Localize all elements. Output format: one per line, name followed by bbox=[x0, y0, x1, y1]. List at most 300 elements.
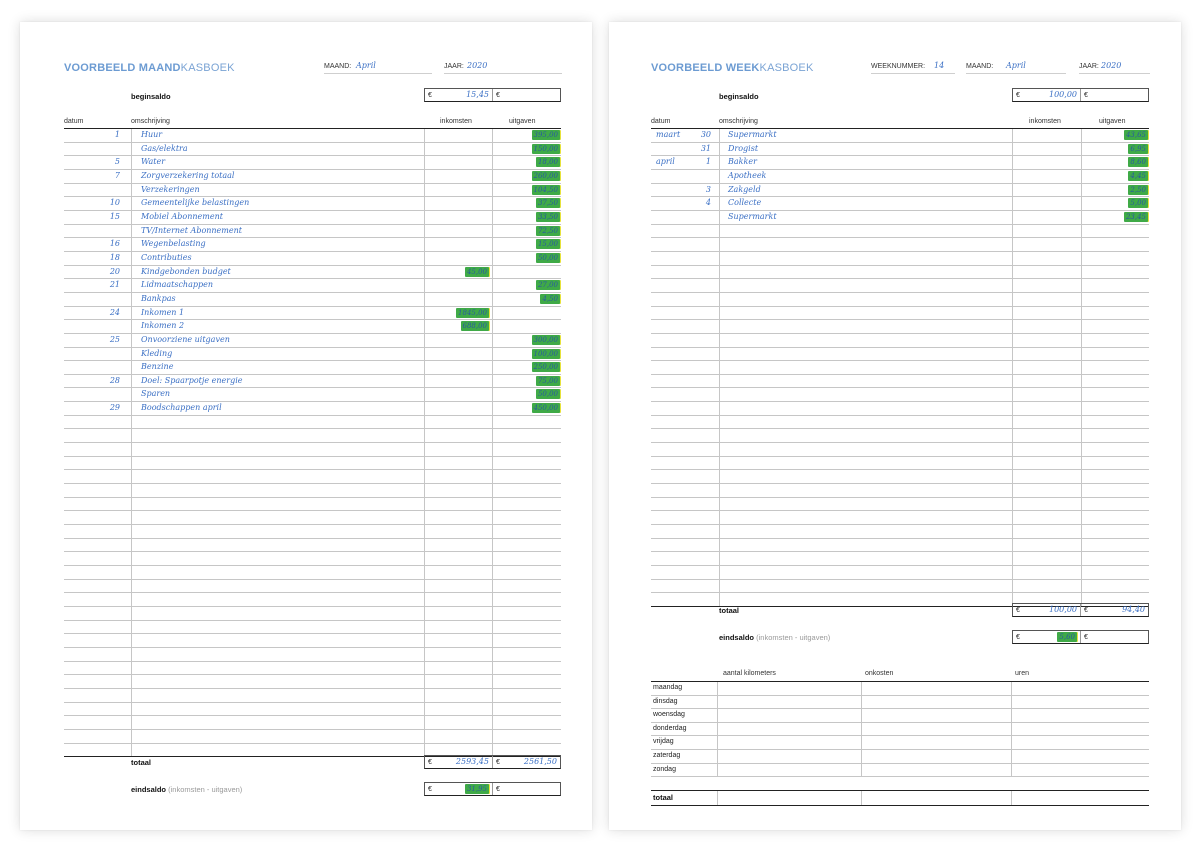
row-uitgaven[interactable]: 50,00 bbox=[537, 390, 558, 399]
table-row[interactable] bbox=[651, 184, 1149, 198]
table-row[interactable] bbox=[64, 511, 561, 525]
table-row[interactable] bbox=[64, 225, 561, 239]
row-uitgaven-cell[interactable] bbox=[492, 280, 561, 290]
table-row[interactable] bbox=[651, 238, 1149, 252]
year-underline bbox=[444, 73, 562, 74]
table-row[interactable] bbox=[651, 566, 1149, 580]
table-row[interactable] bbox=[651, 170, 1149, 184]
month-value[interactable]: April bbox=[356, 61, 376, 70]
table-row[interactable] bbox=[64, 457, 561, 471]
beginsaldo-value[interactable]: 15,45 bbox=[466, 90, 489, 99]
row-uitgaven[interactable]: 33,50 bbox=[537, 212, 558, 221]
beginsaldo-label: beginsaldo bbox=[719, 92, 759, 101]
eindsaldo-box bbox=[424, 782, 561, 796]
table-row[interactable] bbox=[64, 470, 561, 484]
grid-line bbox=[492, 498, 493, 511]
table-row[interactable] bbox=[651, 525, 1149, 539]
col-datum: datum bbox=[64, 118, 84, 125]
row-description[interactable]: Water bbox=[141, 157, 166, 167]
table-row[interactable] bbox=[651, 334, 1149, 348]
km-col-header: aantal kilometers bbox=[723, 670, 776, 677]
grid-line bbox=[719, 580, 720, 593]
year-label: JAAR: bbox=[444, 63, 464, 70]
monthly-ledger-table bbox=[64, 128, 561, 757]
grid-line bbox=[1081, 320, 1082, 333]
row-uitgaven[interactable]: 4,50 bbox=[542, 294, 558, 303]
col-omschrijving: omschrijving bbox=[131, 118, 170, 125]
totaal-box bbox=[1012, 603, 1149, 617]
grid-line bbox=[131, 238, 132, 251]
table-row[interactable] bbox=[651, 416, 1149, 430]
table-row[interactable] bbox=[64, 689, 561, 703]
row-day[interactable]: 16 bbox=[109, 239, 120, 249]
grid-line bbox=[131, 388, 132, 401]
uren-col-header: uren bbox=[1015, 670, 1030, 677]
grid-line bbox=[424, 197, 425, 210]
table-row[interactable] bbox=[64, 443, 561, 457]
grid-line bbox=[717, 736, 718, 749]
row-description[interactable]: Contributies bbox=[141, 252, 192, 262]
table-row[interactable] bbox=[651, 143, 1149, 157]
table-row[interactable] bbox=[64, 348, 561, 362]
table-row[interactable] bbox=[651, 470, 1149, 484]
row-month[interactable]: april bbox=[656, 157, 675, 167]
totaal-uitgaven: 94,40 bbox=[1122, 605, 1145, 614]
row-description[interactable]: Verzekeringen bbox=[141, 184, 200, 194]
grid-line bbox=[1012, 416, 1013, 429]
week-value[interactable]: 14 bbox=[934, 61, 945, 70]
row-uitgaven-cell[interactable] bbox=[1081, 130, 1149, 140]
table-row[interactable] bbox=[64, 361, 561, 375]
table-row[interactable] bbox=[651, 211, 1149, 225]
table-row[interactable] bbox=[64, 252, 561, 266]
table-row[interactable] bbox=[651, 539, 1149, 553]
row-uitgaven-cell[interactable] bbox=[492, 130, 561, 140]
grid-line bbox=[1081, 348, 1082, 361]
table-row[interactable] bbox=[64, 539, 561, 553]
row-description[interactable]: Benzine bbox=[141, 362, 174, 372]
row-description[interactable]: Boodschappen april bbox=[141, 403, 222, 413]
grid-line bbox=[719, 416, 720, 429]
title-part-1: VOORBEELD MAAND bbox=[64, 62, 181, 74]
row-inkomsten-cell[interactable] bbox=[424, 321, 491, 331]
row-description[interactable]: Supermarkt bbox=[728, 211, 777, 221]
row-description[interactable]: Collecte bbox=[728, 198, 762, 208]
euro-sign: € bbox=[1084, 606, 1088, 614]
grid-line bbox=[131, 225, 132, 238]
row-uitgaven[interactable]: 250,00 bbox=[533, 363, 558, 372]
grid-line bbox=[131, 511, 132, 524]
table-row[interactable] bbox=[651, 320, 1149, 334]
table-row[interactable] bbox=[651, 511, 1149, 525]
row-day[interactable]: 20 bbox=[109, 266, 120, 276]
row-inkomsten[interactable]: 1845,00 bbox=[458, 308, 487, 317]
grid-line bbox=[492, 566, 493, 579]
row-inkomsten[interactable]: 688,00 bbox=[462, 322, 487, 331]
row-uitgaven-cell[interactable] bbox=[1081, 212, 1149, 222]
row-description[interactable]: Wegenbelasting bbox=[141, 239, 206, 249]
table-row[interactable] bbox=[651, 361, 1149, 375]
row-description[interactable]: Gas/elektra bbox=[141, 143, 188, 153]
row-description[interactable]: Gemeentelijke belastingen bbox=[141, 198, 250, 208]
sheet-title bbox=[651, 62, 814, 74]
day-row[interactable] bbox=[651, 709, 1149, 723]
row-day[interactable]: 29 bbox=[109, 403, 120, 413]
table-row[interactable] bbox=[651, 552, 1149, 566]
row-description[interactable]: Inkomen 2 bbox=[141, 321, 185, 331]
row-day[interactable]: 15 bbox=[109, 211, 120, 221]
day-row[interactable] bbox=[651, 750, 1149, 764]
day-row[interactable] bbox=[651, 682, 1149, 696]
day-row[interactable] bbox=[651, 723, 1149, 737]
row-description[interactable]: Onvoorziene uitgaven bbox=[141, 334, 230, 344]
row-day[interactable]: 18 bbox=[109, 252, 120, 262]
col-uitgaven: uitgaven bbox=[509, 118, 536, 125]
grid-line bbox=[1012, 238, 1013, 251]
table-row[interactable] bbox=[64, 402, 561, 416]
grid-line bbox=[1081, 375, 1082, 388]
row-day[interactable]: 4 bbox=[705, 198, 711, 208]
row-uitgaven[interactable]: 8,60 bbox=[1130, 158, 1146, 167]
grid-line bbox=[861, 709, 862, 722]
grid-line bbox=[424, 334, 425, 347]
row-uitgaven-cell[interactable] bbox=[492, 157, 561, 167]
row-description[interactable]: Apotheek bbox=[728, 170, 767, 180]
row-uitgaven[interactable]: 43,65 bbox=[1125, 131, 1146, 139]
grid-line bbox=[717, 696, 718, 709]
grid-line bbox=[424, 484, 425, 497]
grid-line bbox=[131, 730, 132, 743]
row-uitgaven-cell[interactable] bbox=[492, 226, 561, 236]
grid-line bbox=[1012, 320, 1013, 333]
table-row[interactable] bbox=[64, 293, 561, 307]
grid-line bbox=[1012, 307, 1013, 320]
grid-line bbox=[1012, 580, 1013, 593]
table-row[interactable] bbox=[651, 484, 1149, 498]
row-day[interactable]: 1 bbox=[114, 130, 120, 139]
eindsaldo-box bbox=[1012, 630, 1149, 644]
table-row[interactable] bbox=[64, 416, 561, 430]
table-row[interactable] bbox=[64, 197, 561, 211]
grid-line bbox=[131, 648, 132, 661]
table-row[interactable] bbox=[64, 675, 561, 689]
grid-line bbox=[131, 689, 132, 702]
table-row[interactable] bbox=[64, 621, 561, 635]
row-description[interactable]: Supermarkt bbox=[728, 130, 777, 139]
row-day[interactable]: 5 bbox=[114, 157, 120, 167]
week-totaal-label: totaal bbox=[653, 793, 674, 802]
row-uitgaven-cell[interactable] bbox=[492, 198, 561, 208]
row-uitgaven-cell[interactable] bbox=[492, 349, 561, 359]
grid-line bbox=[1081, 580, 1082, 593]
grid-line bbox=[1011, 791, 1012, 805]
grid-line bbox=[131, 197, 132, 210]
col-datum: datum bbox=[651, 118, 671, 125]
row-uitgaven[interactable]: 15,00 bbox=[537, 240, 558, 249]
table-row[interactable] bbox=[64, 730, 561, 744]
table-row[interactable] bbox=[64, 593, 561, 607]
week-totaal-table bbox=[651, 790, 1149, 806]
grid-line bbox=[719, 170, 720, 183]
row-description[interactable]: Drogist bbox=[728, 143, 759, 153]
table-row[interactable] bbox=[64, 375, 561, 389]
eindsaldo-value: 31,95 bbox=[466, 785, 487, 793]
row-uitgaven[interactable]: 6,95 bbox=[1130, 144, 1146, 153]
row-uitgaven-cell[interactable] bbox=[492, 144, 561, 154]
table-row[interactable] bbox=[64, 525, 561, 539]
row-day[interactable]: 21 bbox=[109, 280, 120, 290]
grid-line bbox=[492, 552, 493, 565]
grid-line bbox=[424, 443, 425, 456]
grid-line bbox=[424, 170, 425, 183]
grid-line bbox=[492, 443, 493, 456]
euro-sign: € bbox=[496, 785, 500, 793]
table-row[interactable] bbox=[651, 307, 1149, 321]
day-label: zondag bbox=[653, 765, 676, 773]
grid-line bbox=[1012, 498, 1013, 511]
row-description[interactable]: Kleding bbox=[141, 348, 173, 358]
row-description[interactable]: Bakker bbox=[728, 157, 757, 167]
row-description[interactable]: Bankpas bbox=[141, 293, 176, 303]
row-day[interactable]: 30 bbox=[700, 130, 711, 139]
row-description[interactable]: TV/Internet Abonnement bbox=[141, 225, 242, 235]
row-day[interactable]: 31 bbox=[700, 143, 711, 153]
table-row[interactable] bbox=[64, 662, 561, 676]
grid-line bbox=[1012, 211, 1013, 224]
row-uitgaven[interactable]: 2,50 bbox=[1130, 185, 1146, 194]
row-uitgaven[interactable]: 50,00 bbox=[537, 253, 558, 262]
row-description[interactable]: Lidmaatschappen bbox=[141, 280, 213, 290]
table-row[interactable] bbox=[64, 484, 561, 498]
row-day[interactable]: 1 bbox=[705, 157, 711, 167]
grid-line bbox=[131, 266, 132, 279]
grid-line bbox=[861, 764, 862, 777]
weekly-ledger-table bbox=[651, 128, 1149, 607]
grid-line bbox=[131, 361, 132, 374]
beginsaldo-box[interactable] bbox=[1012, 88, 1149, 102]
row-uitgaven-cell[interactable] bbox=[492, 362, 561, 372]
grid-line bbox=[1081, 498, 1082, 511]
grid-line bbox=[131, 252, 132, 265]
row-inkomsten-cell[interactable] bbox=[424, 308, 491, 318]
table-row[interactable] bbox=[64, 266, 561, 280]
table-row[interactable] bbox=[651, 498, 1149, 512]
table-row[interactable] bbox=[651, 388, 1149, 402]
row-description[interactable]: Doel: Spaarpotje energie bbox=[141, 375, 243, 385]
table-row[interactable] bbox=[651, 197, 1149, 211]
table-row[interactable] bbox=[64, 607, 561, 621]
grid-line bbox=[861, 750, 862, 763]
row-uitgaven[interactable]: 27,00 bbox=[537, 281, 558, 290]
table-row[interactable] bbox=[64, 156, 561, 170]
table-row[interactable] bbox=[64, 334, 561, 348]
grid-line bbox=[1012, 129, 1013, 142]
table-row[interactable] bbox=[64, 129, 561, 143]
row-uitgaven[interactable]: 260,00 bbox=[533, 171, 558, 180]
table-row[interactable] bbox=[64, 498, 561, 512]
row-uitgaven[interactable]: 23,45 bbox=[1125, 212, 1146, 221]
row-uitgaven-cell[interactable] bbox=[492, 389, 561, 399]
table-row[interactable] bbox=[64, 580, 561, 594]
table-row[interactable] bbox=[64, 170, 561, 184]
row-day[interactable]: 7 bbox=[114, 170, 120, 180]
table-row[interactable] bbox=[651, 279, 1149, 293]
col-inkomsten: inkomsten bbox=[1029, 118, 1061, 125]
row-inkomsten[interactable]: 45,00 bbox=[466, 267, 487, 276]
row-day[interactable]: 10 bbox=[109, 198, 120, 208]
table-row[interactable] bbox=[651, 580, 1149, 594]
table-row[interactable] bbox=[64, 279, 561, 293]
grid-line bbox=[131, 580, 132, 593]
row-day[interactable]: 25 bbox=[109, 334, 120, 344]
table-row[interactable] bbox=[651, 129, 1149, 143]
row-uitgaven[interactable]: 5,00 bbox=[1130, 199, 1146, 208]
row-description[interactable]: Zakgeld bbox=[728, 184, 761, 194]
table-row[interactable] bbox=[64, 552, 561, 566]
row-uitgaven[interactable]: 150,00 bbox=[533, 144, 558, 153]
grid-line bbox=[1081, 293, 1082, 306]
totaal-inkomsten: 100,00 bbox=[1049, 605, 1077, 614]
row-month[interactable]: maart bbox=[656, 130, 681, 139]
grid-line bbox=[131, 429, 132, 442]
table-row[interactable] bbox=[651, 266, 1149, 280]
grid-line bbox=[1081, 238, 1082, 251]
grid-line bbox=[1012, 470, 1013, 483]
table-row[interactable] bbox=[651, 348, 1149, 362]
row-uitgaven-cell[interactable] bbox=[492, 335, 561, 345]
row-uitgaven[interactable]: 100,00 bbox=[533, 349, 558, 358]
row-uitgaven-cell[interactable] bbox=[1081, 157, 1149, 167]
table-row[interactable] bbox=[651, 225, 1149, 239]
table-row[interactable] bbox=[651, 375, 1149, 389]
table-row[interactable] bbox=[64, 648, 561, 662]
euro-sign: € bbox=[1016, 606, 1020, 614]
grid-line bbox=[424, 566, 425, 579]
row-description[interactable]: Mobiel Abonnement bbox=[141, 211, 223, 221]
row-day[interactable]: 28 bbox=[109, 375, 120, 385]
row-uitgaven-cell[interactable] bbox=[1081, 171, 1149, 181]
grid-line bbox=[1081, 484, 1082, 497]
row-inkomsten-cell[interactable] bbox=[424, 267, 491, 277]
table-row[interactable] bbox=[64, 320, 561, 334]
row-uitgaven-cell[interactable] bbox=[1081, 185, 1149, 195]
grid-line bbox=[424, 388, 425, 401]
row-description[interactable]: Inkomen 1 bbox=[141, 307, 185, 317]
table-row[interactable] bbox=[64, 211, 561, 225]
row-day[interactable]: 24 bbox=[109, 307, 120, 317]
row-uitgaven-cell[interactable] bbox=[492, 253, 561, 263]
row-description[interactable]: Kindgebonden budget bbox=[141, 266, 231, 276]
grid-line bbox=[131, 607, 132, 620]
row-uitgaven-cell[interactable] bbox=[492, 239, 561, 249]
grid-line bbox=[131, 307, 132, 320]
year-value[interactable]: 2020 bbox=[467, 61, 488, 70]
grid-line bbox=[492, 525, 493, 538]
row-uitgaven-cell[interactable] bbox=[1081, 144, 1149, 154]
table-row[interactable] bbox=[64, 566, 561, 580]
row-uitgaven-cell[interactable] bbox=[1081, 198, 1149, 208]
table-row[interactable] bbox=[651, 457, 1149, 471]
row-uitgaven-cell[interactable] bbox=[492, 403, 561, 413]
table-row[interactable] bbox=[651, 429, 1149, 443]
table-row[interactable] bbox=[64, 703, 561, 717]
row-uitgaven[interactable]: 104,50 bbox=[533, 185, 558, 194]
row-uitgaven[interactable]: 37,50 bbox=[537, 199, 558, 208]
table-row[interactable] bbox=[651, 443, 1149, 457]
table-row[interactable] bbox=[64, 429, 561, 443]
grid-line bbox=[1012, 552, 1013, 565]
title-part-1: VOORBEELD WEEK bbox=[651, 62, 760, 74]
col-inkomsten: inkomsten bbox=[440, 118, 472, 125]
grid-line bbox=[492, 580, 493, 593]
grid-line bbox=[1081, 429, 1082, 442]
table-row[interactable] bbox=[64, 238, 561, 252]
grid-line bbox=[1012, 525, 1013, 538]
year-value[interactable]: 2020 bbox=[1101, 61, 1122, 70]
grid-line bbox=[131, 566, 132, 579]
grid-line bbox=[1081, 416, 1082, 429]
table-row[interactable] bbox=[651, 156, 1149, 170]
row-uitgaven-cell[interactable] bbox=[492, 294, 561, 304]
table-row[interactable] bbox=[64, 716, 561, 730]
table-row[interactable] bbox=[64, 388, 561, 402]
beginsaldo-value[interactable]: 100,00 bbox=[1049, 90, 1077, 99]
grid-line bbox=[1012, 402, 1013, 415]
day-row[interactable] bbox=[651, 696, 1149, 710]
row-day[interactable]: 3 bbox=[705, 184, 711, 194]
table-row[interactable] bbox=[651, 402, 1149, 416]
grid-line bbox=[424, 293, 425, 306]
grid-line bbox=[719, 184, 720, 197]
row-uitgaven[interactable]: 75,00 bbox=[537, 376, 558, 385]
grid-line bbox=[424, 238, 425, 251]
row-uitgaven-cell[interactable] bbox=[492, 171, 561, 181]
table-row[interactable] bbox=[64, 634, 561, 648]
row-uitgaven-cell[interactable] bbox=[492, 212, 561, 222]
grid-line bbox=[131, 143, 132, 156]
table-row[interactable] bbox=[651, 252, 1149, 266]
day-row[interactable] bbox=[651, 736, 1149, 750]
table-row[interactable] bbox=[64, 184, 561, 198]
grid-line bbox=[131, 457, 132, 470]
table-row[interactable] bbox=[651, 293, 1149, 307]
grid-line bbox=[1012, 348, 1013, 361]
row-description[interactable]: Huur bbox=[141, 130, 163, 139]
grid-line bbox=[1081, 307, 1082, 320]
row-uitgaven[interactable]: 300,00 bbox=[533, 335, 558, 344]
month-value[interactable]: April bbox=[1006, 61, 1026, 70]
table-row[interactable] bbox=[64, 307, 561, 321]
grid-line bbox=[131, 129, 132, 142]
grid-line bbox=[719, 143, 720, 156]
row-uitgaven[interactable]: 395,00 bbox=[533, 131, 558, 139]
grid-line bbox=[1012, 197, 1013, 210]
row-description[interactable]: Sparen bbox=[141, 389, 171, 399]
row-uitgaven-cell[interactable] bbox=[492, 376, 561, 386]
grid-line bbox=[492, 662, 493, 675]
row-uitgaven[interactable]: 450,00 bbox=[533, 404, 558, 413]
row-description[interactable]: Zorgverzekering totaal bbox=[141, 170, 235, 180]
row-uitgaven[interactable]: 72,50 bbox=[537, 226, 558, 235]
row-uitgaven[interactable]: 18,00 bbox=[537, 158, 558, 167]
table-row[interactable] bbox=[64, 143, 561, 157]
eindsaldo-label bbox=[131, 785, 242, 794]
grid-line bbox=[424, 634, 425, 647]
beginsaldo-box[interactable] bbox=[424, 88, 561, 102]
row-uitgaven-cell[interactable] bbox=[492, 185, 561, 195]
day-row[interactable] bbox=[651, 764, 1149, 778]
row-uitgaven[interactable]: 4,45 bbox=[1130, 171, 1146, 180]
